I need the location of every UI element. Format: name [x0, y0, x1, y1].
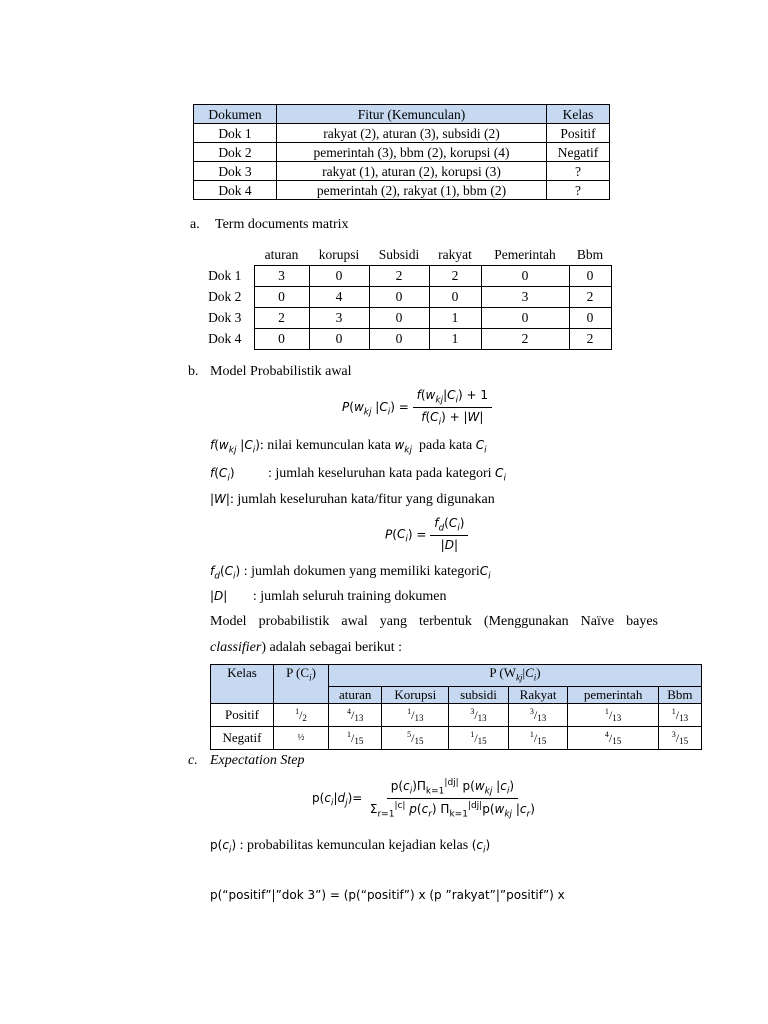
definition-f-wkj: $f(w_{kj}$ $|C_i$): nilai kemunculan kata $w_{kj}$ pada kata $C_i$ — [210, 438, 487, 456]
denominator: 13 — [354, 712, 364, 723]
term-document-matrix — [196, 245, 612, 350]
denominator: 13 — [679, 712, 689, 723]
cell: 0 — [309, 266, 369, 287]
cell: 0 — [481, 308, 569, 329]
cell: $^1/_{13}$ — [658, 703, 701, 726]
cell: 1 — [429, 308, 481, 329]
numerator: 1 — [604, 706, 609, 716]
cell: $^1/_{15}$ — [508, 726, 568, 749]
cell: $^1/_{15}$ — [449, 726, 509, 749]
section-a-title: Term documents matrix — [215, 217, 349, 232]
denominator: 15 — [354, 735, 364, 746]
cell: 2 — [369, 266, 429, 287]
denominator: 13 — [537, 712, 547, 723]
numerator: 3 — [529, 706, 534, 716]
matrix-header-row — [196, 245, 611, 266]
denominator: 15 — [612, 735, 622, 746]
formula-expectation: $p(c_i|d_j)=$ $\frac{p(c_i)\Pi_{k=1}^{|dj|} p(w_{kj} |c_i)}{\Sigma_{r=1}^{|c|} p(c_r) \Pi_{k=1}^{|dj|}p(w_{kj} |c_r)}$ — [312, 778, 535, 820]
denominator: 15 — [477, 735, 487, 746]
cell: 0 — [429, 287, 481, 308]
pw-header-text: P (W — [489, 665, 516, 680]
definition-text: pada kata — [418, 438, 473, 453]
pc-header: P $(C_i)$ — [274, 665, 329, 704]
row-label: Dok 2 — [208, 289, 242, 304]
table-row — [194, 124, 610, 143]
paragraph-line-2 — [210, 640, 402, 656]
section-a-marker: a. — [190, 217, 200, 232]
pc-cell: ½ — [274, 726, 329, 749]
numerator: 3 — [470, 706, 475, 716]
denominator: 2 — [302, 712, 307, 723]
cell: $^3/_{15}$ — [658, 726, 701, 749]
numerator: 1 — [529, 729, 534, 739]
cell: ? — [547, 181, 610, 200]
italic-term: classifier — [210, 640, 262, 655]
cell: 0 — [569, 308, 611, 329]
cell: $^1/_{13}$ — [568, 703, 658, 726]
section-b-marker: b. — [188, 364, 199, 379]
pc-header-text: P (C — [286, 665, 310, 680]
cell: pemerintah (2), rakyat (1), bbm (2) — [277, 181, 547, 200]
cell: pemerintah (3), bbm (2), korupsi (4) — [277, 143, 547, 162]
cell: Dok 4 — [194, 181, 277, 200]
matrix-row — [196, 308, 611, 329]
subheader-cell: Korupsi — [382, 686, 449, 703]
cell: $^4/_{13}$ — [329, 703, 382, 726]
denominator: 15 — [414, 735, 424, 746]
cell: 2 — [569, 287, 611, 308]
cell: ? — [547, 162, 610, 181]
definition-text: : jumlah seluruh training dokumen — [252, 589, 447, 604]
definition-text: : nilai kemunculan kata — [259, 438, 391, 453]
row-label: Dok 1 — [208, 268, 242, 283]
cell: 2 — [481, 329, 569, 350]
cell: 3 — [309, 308, 369, 329]
cell: 0 — [369, 308, 429, 329]
probability-table — [210, 664, 702, 750]
cell: Positif — [547, 124, 610, 143]
cell: 1 — [429, 329, 481, 350]
table-header-row — [194, 105, 610, 124]
cell: $^3/_{13}$ — [508, 703, 568, 726]
column-header: Bbm — [576, 247, 604, 262]
numerator: 4 — [604, 729, 609, 739]
cell: $^1/_{15}$ — [329, 726, 382, 749]
numerator: 3 — [671, 729, 676, 739]
pw-header: P $(W_{kj}|C_i)$ — [329, 665, 702, 687]
example-computation-line: p(“positif”|”dok 3”) = (p(“positif”) x (p ”rakyat”|”positif”) x — [210, 888, 565, 902]
subheader-cell: Bbm — [658, 686, 701, 703]
definition-p-ci: $p(c_i)$ : probabilitas kemunculan kejadian kelas $(c_i)$ — [210, 838, 491, 856]
paragraph-line-1: Model probabilistik awal yang terbentuk (Menggunakan Naïve bayes — [210, 614, 658, 629]
row-label: Negatif — [211, 726, 274, 749]
column-header: aturan — [264, 247, 299, 262]
header-cell: Kelas — [547, 105, 610, 124]
column-header: rakyat — [438, 247, 472, 262]
matrix-row — [196, 266, 611, 287]
cell: Negatif — [547, 143, 610, 162]
table-header-row — [211, 665, 702, 687]
cell: rakyat (2), aturan (3), subsidi (2) — [277, 124, 547, 143]
cell: 0 — [369, 287, 429, 308]
definition-d: |D| : jumlah seluruh training dokumen — [210, 589, 447, 604]
table-row — [194, 181, 610, 200]
cell: $^4/_{15}$ — [568, 726, 658, 749]
formula-p-ci: $P(C_i)$ = $\frac{f_d(C_i)}{|D|}$ — [385, 516, 468, 554]
definition-text: : jumlah keseluruhan kata/fitur yang digunakan — [229, 492, 495, 507]
cell: 0 — [481, 266, 569, 287]
subheader-cell: Rakyat — [508, 686, 568, 703]
denominator: 15 — [537, 735, 547, 746]
row-label: Dok 3 — [208, 310, 242, 325]
cell: $^3/_{13}$ — [449, 703, 509, 726]
kelas-header: Kelas — [211, 665, 274, 704]
numerator: 1 — [470, 729, 475, 739]
cell: Dok 3 — [194, 162, 277, 181]
cell: 0 — [254, 329, 309, 350]
table-row — [211, 703, 702, 726]
documents-table — [193, 104, 610, 200]
matrix-row — [196, 329, 611, 350]
numerator: 1 — [671, 706, 676, 716]
table-row — [194, 162, 610, 181]
cell: Dok 2 — [194, 143, 277, 162]
column-header: Pemerintah — [494, 247, 556, 262]
row-label: Positif — [211, 703, 274, 726]
table-row — [194, 143, 610, 162]
cell: 0 — [369, 329, 429, 350]
subheader-cell: subsidi — [449, 686, 509, 703]
column-header: Subsidi — [378, 247, 420, 262]
section-b-title: Model Probabilistik awal — [210, 364, 352, 379]
column-header: korupsi — [318, 247, 360, 262]
section-c-title: Expectation Step — [210, 753, 305, 768]
denominator: 15 — [679, 735, 689, 746]
numerator: 5 — [407, 729, 412, 739]
cell: 2 — [569, 329, 611, 350]
denominator: 13 — [612, 712, 622, 723]
pc-cell: $^1/_2$ — [274, 703, 329, 726]
cell: 4 — [309, 287, 369, 308]
cell: $^5/_{15}$ — [382, 726, 449, 749]
cell: 0 — [309, 329, 369, 350]
definition-text: : jumlah dokumen yang memiliki kategori — [243, 564, 480, 579]
paragraph-text: ) adalah sebagai berikut : — [261, 640, 403, 655]
cell: 3 — [254, 266, 309, 287]
cell: $^1/_{13}$ — [382, 703, 449, 726]
header-cell: Fitur (Kemunculan) — [277, 105, 547, 124]
definition-f-ci: $f(C_i)$ : jumlah keseluruhan kata pada kategori $C_i$ — [210, 466, 506, 484]
cell: 3 — [481, 287, 569, 308]
definition-text: : jumlah keseluruhan kata pada kategori — [268, 466, 492, 481]
row-label: Dok 4 — [208, 331, 242, 346]
cell: 2 — [429, 266, 481, 287]
table-row — [211, 726, 702, 749]
cell: 0 — [254, 287, 309, 308]
definition-w: |W|: jumlah keseluruhan kata/fitur yang digunakan — [210, 492, 495, 507]
definition-text: : probabilitas kemunculan kejadian kelas — [239, 838, 469, 853]
subheader-cell: pemerintah — [568, 686, 658, 703]
numerator: 1 — [295, 706, 300, 716]
formula-p-w-given-c: $P(w_{kj}$ $|C_i$) = $\frac{f(w_{kj}|C_i) + 1}{f(C_i) + |W|}$ — [342, 388, 492, 428]
cell: Dok 1 — [194, 124, 277, 143]
numerator: 4 — [347, 706, 352, 716]
cell: 0 — [569, 266, 611, 287]
denominator: 13 — [414, 712, 424, 723]
definition-fd-ci: $f_d(C_i)$ : jumlah dokumen yang memiliki kategoriC$_i$ — [210, 564, 491, 582]
section-c-marker: c. — [188, 753, 198, 768]
cell: rakyat (1), aturan (2), korupsi (3) — [277, 162, 547, 181]
numerator: 1 — [407, 706, 412, 716]
header-cell: Dokumen — [194, 105, 277, 124]
numerator: 1 — [347, 729, 352, 739]
subheader-cell: aturan — [329, 686, 382, 703]
cell: 2 — [254, 308, 309, 329]
denominator: 13 — [477, 712, 487, 723]
matrix-row — [196, 287, 611, 308]
